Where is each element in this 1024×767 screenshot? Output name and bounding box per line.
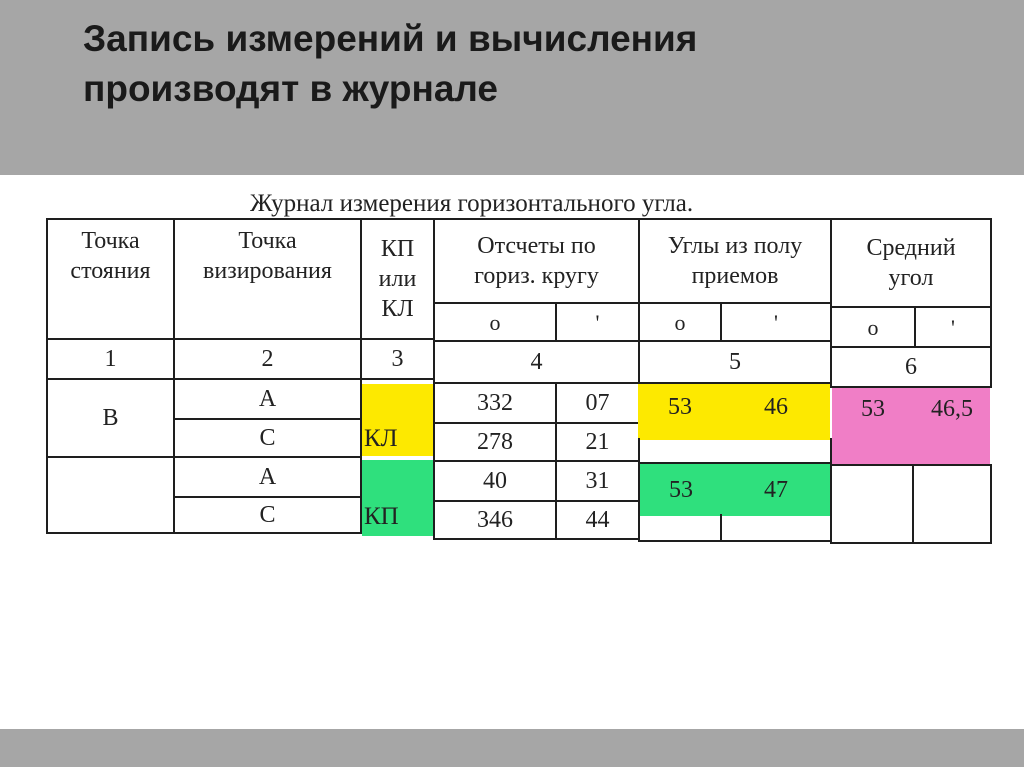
header-sighting xyxy=(173,218,362,340)
header-half-angles xyxy=(638,218,832,304)
station-cell-empty xyxy=(46,456,175,534)
slide-title-line-2: производят в журнале xyxy=(83,68,499,109)
half-angle-2-spacer xyxy=(638,514,832,542)
reading-deg: 278 xyxy=(433,422,557,462)
col-number-3: 3 xyxy=(360,338,435,380)
footer-band xyxy=(0,729,1024,767)
circle-label-kl: КЛ xyxy=(364,425,398,452)
col-number-2: 2 xyxy=(173,338,362,380)
header-mean-angle xyxy=(830,218,992,308)
sighting-cell: С xyxy=(173,496,362,534)
mean-angle-min: 46,5 xyxy=(914,388,990,464)
reading-deg: 346 xyxy=(433,500,557,540)
sighting-cell: С xyxy=(173,418,362,458)
half-angle-2-min: 47 xyxy=(722,464,830,516)
sighting-cell: А xyxy=(173,456,362,498)
header-half-angles-line-2: приемов xyxy=(691,263,779,289)
col-number-1: 1 xyxy=(46,338,175,380)
unit-deg-readings: о xyxy=(433,302,557,342)
unit-deg-half: о xyxy=(638,302,722,342)
header-readings-line-1: Отсчеты по xyxy=(477,233,596,259)
header-sighting-line-2: визирования xyxy=(203,258,332,284)
header-mean-angle-line-2: угол xyxy=(888,265,934,291)
header-readings-line-2: гориз. кругу xyxy=(474,263,599,289)
reading-deg: 332 xyxy=(433,382,557,424)
mean-angle-empty xyxy=(830,464,992,544)
half-angle-1-deg: 53 xyxy=(638,384,722,440)
half-angle-1-min: 46 xyxy=(722,384,830,440)
header-circle-line-3: КЛ xyxy=(381,296,414,322)
header-station-line-2: стояния xyxy=(70,258,151,284)
reading-min: 44 xyxy=(555,500,640,540)
header-circle xyxy=(360,218,435,340)
header-half-angles-line-1: Углы из полу xyxy=(667,233,803,259)
unit-deg-mean: о xyxy=(830,306,916,348)
unit-min-mean: ' xyxy=(914,306,992,348)
journal-caption: Журнал измерения горизонтального угла. xyxy=(250,190,694,217)
header-sighting-line-1: Точка xyxy=(238,228,297,254)
header-station-line-1: Точка xyxy=(81,228,140,254)
unit-min-readings: ' xyxy=(555,302,640,342)
col-number-6: 6 xyxy=(830,346,992,388)
station-cell: В xyxy=(46,378,175,458)
slide-title-line-1: Запись измерений и вычисления xyxy=(83,18,698,59)
header-mean-angle-line-1: Средний xyxy=(866,235,956,261)
title-band xyxy=(0,0,1024,175)
reading-min: 31 xyxy=(555,460,640,502)
reading-deg: 40 xyxy=(433,460,557,502)
mean-angle-divider xyxy=(912,464,914,544)
half-angle-2-divider xyxy=(720,514,722,542)
half-angle-1-spacer xyxy=(638,438,832,464)
header-station xyxy=(46,218,175,340)
half-angle-2-deg: 53 xyxy=(640,464,722,516)
header-circle-line-1: КП xyxy=(380,236,415,262)
header-readings xyxy=(433,218,640,304)
slide-title xyxy=(83,14,983,114)
col-number-4: 4 xyxy=(433,340,640,384)
mean-angle-deg: 53 xyxy=(832,388,914,464)
unit-min-half: ' xyxy=(720,302,832,342)
reading-min: 07 xyxy=(555,382,640,424)
header-circle-line-2: или xyxy=(378,266,417,292)
reading-min: 21 xyxy=(555,422,640,462)
circle-label-kp: КП xyxy=(364,503,399,530)
col-number-5: 5 xyxy=(638,340,832,384)
sighting-cell: А xyxy=(173,378,362,420)
